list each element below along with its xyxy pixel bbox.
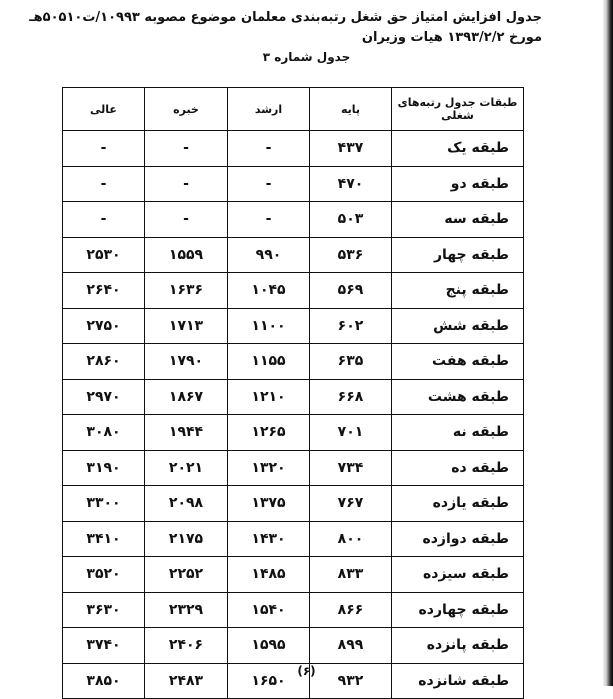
cell-base: ۷۰۱ — [310, 415, 392, 451]
table-row — [63, 592, 524, 628]
cell-base: ۷۶۷ — [310, 486, 392, 522]
cell-level: طبقه یازده — [392, 486, 524, 522]
cell-senior: ۱۱۵۵ — [228, 344, 310, 380]
cell-superior: ۲۹۷۰ — [63, 379, 145, 415]
cell-senior: - — [228, 166, 310, 202]
cell-base: ۵۳۶ — [310, 237, 392, 273]
cell-level: طبقه نه — [392, 415, 524, 451]
cell-expert: ۲۳۲۹ — [145, 592, 228, 628]
cell-level: طبقه چهار — [392, 237, 524, 273]
cell-expert: ۲۴۰۶ — [145, 628, 228, 664]
cell-senior: ۱۲۶۵ — [228, 415, 310, 451]
table-row — [63, 415, 524, 451]
cell-level: طبقه دوازده — [392, 521, 524, 557]
cell-expert: ۱۷۹۰ — [145, 344, 228, 380]
cell-superior: ۳۴۱۰ — [63, 521, 145, 557]
cell-superior: ۳۵۲۰ — [63, 557, 145, 593]
table-row — [63, 308, 524, 344]
cell-level: طبقه چهارده — [392, 592, 524, 628]
cell-expert: - — [145, 166, 228, 202]
cell-level: طبقه شانزده — [392, 663, 524, 699]
cell-expert: ۲۰۲۱ — [145, 450, 228, 486]
cell-base: ۸۶۶ — [310, 592, 392, 628]
cell-superior: - — [63, 202, 145, 238]
cell-senior: ۱۳۲۰ — [228, 450, 310, 486]
table-header — [63, 88, 524, 131]
cell-base: ۶۳۵ — [310, 344, 392, 380]
table-row — [63, 521, 524, 557]
cell-superior: ۳۷۴۰ — [63, 628, 145, 664]
cell-expert: ۱۷۱۳ — [145, 308, 228, 344]
cell-senior: ۹۹۰ — [228, 237, 310, 273]
table-row — [63, 166, 524, 202]
cell-expert: ۲۰۹۸ — [145, 486, 228, 522]
table-row — [63, 557, 524, 593]
cell-expert: ۱۸۶۷ — [145, 379, 228, 415]
table-row — [63, 202, 524, 238]
cell-senior: ۱۳۷۵ — [228, 486, 310, 522]
header-base: پایه — [310, 88, 392, 131]
cell-level: طبقه سه — [392, 202, 524, 238]
cell-senior: ۱۲۱۰ — [228, 379, 310, 415]
cell-base: ۷۳۴ — [310, 450, 392, 486]
cell-base: ۵۶۹ — [310, 273, 392, 309]
cell-senior: ۱۰۴۵ — [228, 273, 310, 309]
cell-expert: ۱۵۵۹ — [145, 237, 228, 273]
cell-superior: ۳۸۵۰ — [63, 663, 145, 699]
cell-superior: ۳۱۹۰ — [63, 450, 145, 486]
cell-superior: ۲۷۵۰ — [63, 308, 145, 344]
cell-superior: ۳۶۳۰ — [63, 592, 145, 628]
cell-level: طبقه یک — [392, 131, 524, 167]
table-row — [63, 450, 524, 486]
table-row — [63, 379, 524, 415]
table-row — [63, 131, 524, 167]
table-row — [63, 344, 524, 380]
header-superior: عالی — [63, 88, 145, 131]
cell-senior: - — [228, 202, 310, 238]
cell-expert: ۱۶۳۶ — [145, 273, 228, 309]
header-expert: خبره — [145, 88, 228, 131]
cell-level: طبقه هشت — [392, 379, 524, 415]
cell-senior: ۱۶۵۰ — [228, 663, 310, 699]
header-senior: ارشد — [228, 88, 310, 131]
cell-level: طبقه پنج — [392, 273, 524, 309]
cell-senior: ۱۱۰۰ — [228, 308, 310, 344]
cell-superior: ۳۳۰۰ — [63, 486, 145, 522]
table-caption: جدول شماره ۳ — [262, 50, 351, 64]
table-body — [63, 131, 524, 699]
cell-base: ۸۰۰ — [310, 521, 392, 557]
cell-superior: ۲۵۳۰ — [63, 237, 145, 273]
rank-points-table — [62, 87, 524, 699]
cell-expert: ۱۹۴۴ — [145, 415, 228, 451]
cell-base: ۵۰۳ — [310, 202, 392, 238]
cell-level: طبقه پانزده — [392, 628, 524, 664]
table-row — [63, 628, 524, 664]
cell-superior: - — [63, 166, 145, 202]
cell-expert: ۲۲۵۲ — [145, 557, 228, 593]
table-row — [63, 486, 524, 522]
cell-superior: ۲۸۶۰ — [63, 344, 145, 380]
cell-superior: ۳۰۸۰ — [63, 415, 145, 451]
cell-base: ۶۰۲ — [310, 308, 392, 344]
cell-level: طبقه هفت — [392, 344, 524, 380]
cell-expert: ۲۱۷۵ — [145, 521, 228, 557]
cell-base: ۶۶۸ — [310, 379, 392, 415]
cell-senior: ۱۵۴۰ — [228, 592, 310, 628]
cell-base: ۹۳۲ — [310, 663, 392, 699]
cell-level: طبقه دو — [392, 166, 524, 202]
cell-senior: ۱۵۹۵ — [228, 628, 310, 664]
header-row — [63, 88, 524, 131]
cell-base: ۸۹۹ — [310, 628, 392, 664]
cell-superior: - — [63, 131, 145, 167]
cell-base: ۸۳۳ — [310, 557, 392, 593]
cell-senior: - — [228, 131, 310, 167]
cell-base: ۴۳۷ — [310, 131, 392, 167]
cell-expert: ۲۴۸۳ — [145, 663, 228, 699]
cell-senior: ۱۴۳۰ — [228, 521, 310, 557]
cell-senior: ۱۴۸۵ — [228, 557, 310, 593]
page-number: (۶) — [297, 664, 316, 678]
cell-level: طبقه شش — [392, 308, 524, 344]
cell-base: ۴۷۰ — [310, 166, 392, 202]
cell-level: طبقه سیزده — [392, 557, 524, 593]
table-row — [63, 237, 524, 273]
cell-superior: ۲۶۴۰ — [63, 273, 145, 309]
cell-expert: - — [145, 131, 228, 167]
cell-expert: - — [145, 202, 228, 238]
table-row — [63, 273, 524, 309]
header-levels: طبقات جدول رتبه‌های شغلی — [392, 88, 524, 131]
document-title: جدول افزایش امتیاز حق شغل رتبه‌بندی معلمان موضوع مصوبه ۱۰۹۹۳/ت۵۰۵۱۰هـ مورخ ۱۳۹۳/۲/۲ هیات وزیران — [29, 10, 542, 45]
scan-edge-shadow — [603, 0, 613, 686]
cell-level: طبقه ده — [392, 450, 524, 486]
